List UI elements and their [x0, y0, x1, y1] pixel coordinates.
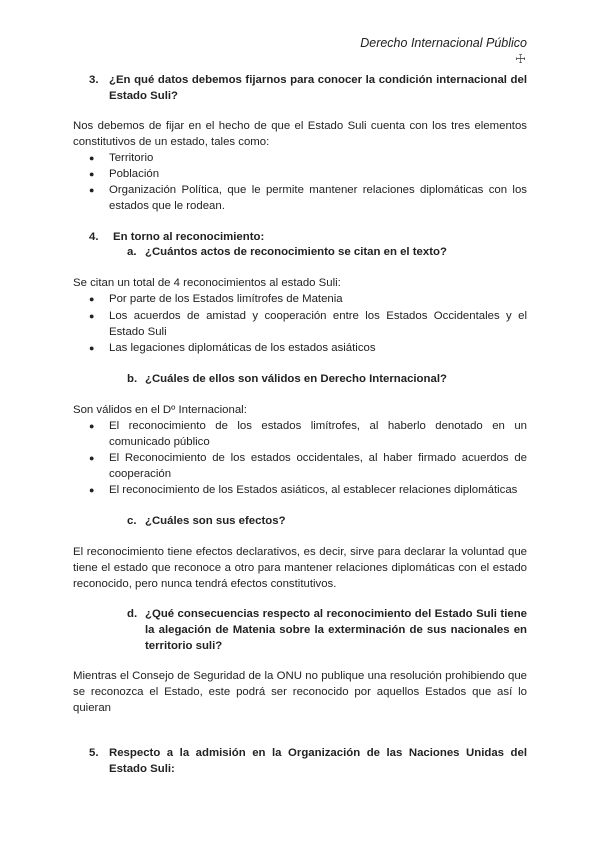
answer-3-item: Territorio	[109, 152, 154, 164]
question-4d-label: d.	[127, 608, 138, 620]
bullet-icon: ●	[89, 485, 95, 495]
answer-3-item: Población	[109, 168, 160, 180]
question-4-number: 4.	[89, 231, 99, 243]
answer-3-intro: Nos debemos de fijar en el hecho de que el Estado Suli cuenta con los tres elementos constitutivos de un estado, tales como:	[73, 120, 527, 148]
question-4b-text: ¿Cuáles de ellos son válidos en Derecho Internacional?	[145, 373, 447, 385]
bullet-icon: ●	[89, 311, 95, 321]
answer-4b-item: El reconocimiento de los estados limítrofes, al haberlo denotado en un comunicado público	[109, 420, 527, 448]
question-4b-label: b.	[127, 373, 138, 385]
bullet-icon: ●	[89, 294, 95, 304]
question-4-title: En torno al reconocimiento:	[113, 231, 265, 243]
answer-4a-item: Las legaciones diplomáticas de los estados asiáticos	[109, 342, 376, 354]
question-4a-label: a.	[127, 246, 137, 258]
answer-4a-intro: Se citan un total de 4 reconocimientos al estado Suli:	[73, 277, 341, 289]
question-4d-text: ¿Qué consecuencias respecto al reconocimiento del Estado Suli tiene la alegación de Matenia sobre la exterminación de sus nacionales en territorio suli?	[145, 608, 527, 652]
answer-4b-item: El Reconocimiento de los estados occidentales, al haber firmado acuerdos de cooperación	[109, 452, 527, 480]
answer-4b-intro: Son válidos en el Dº Internacional:	[73, 404, 247, 416]
bullet-icon: ●	[89, 343, 95, 353]
answer-3-item: Organización Política, que le permite mantener relaciones diplomáticas con los estados que le rodean.	[109, 184, 527, 212]
question-3-number: 3.	[89, 74, 99, 86]
page-header-title: Derecho Internacional Público	[360, 36, 527, 50]
question-4c-label: c.	[127, 515, 137, 527]
answer-4a-item: Por parte de los Estados limítrofes de Matenia	[109, 293, 343, 305]
question-5-text: Respecto a la admisión en la Organización de las Naciones Unidas del Estado Suli:	[109, 747, 527, 775]
bullet-icon: ●	[89, 453, 95, 463]
question-5-number: 5.	[89, 747, 99, 759]
bullet-icon: ●	[89, 185, 95, 195]
question-3-text: ¿En qué datos debemos fijarnos para conocer la condición internacional del Estado Suli?	[109, 74, 527, 102]
answer-4d: Mientras el Consejo de Seguridad de la ONU no publique una resolución prohibiendo que se reconozca el Estado, este podrá ser reconocido por aquellos Estados que así lo quieran	[73, 670, 527, 714]
bullet-icon: ●	[89, 421, 95, 431]
bullet-icon: ●	[89, 169, 95, 179]
bullet-icon: ●	[89, 153, 95, 163]
question-4a-text: ¿Cuántos actos de reconocimiento se citan en el texto?	[145, 246, 447, 258]
answer-4a-item: Los acuerdos de amistad y cooperación entre los Estados Occidentales y el Estado Suli	[109, 310, 527, 338]
question-4c-text: ¿Cuáles son sus efectos?	[145, 515, 286, 527]
answer-4b-item: El reconocimiento de los Estados asiáticos, al establecer relaciones diplomáticas	[109, 484, 518, 496]
answer-4c: El reconocimiento tiene efectos declarativos, es decir, sirve para declarar la voluntad que tiene el estado que reconoce a otro para mantener relaciones diplomáticas con el estado reconocido, pero nunca tendrá efectos constitutivos.	[73, 546, 527, 590]
cross-icon: ☩	[515, 52, 526, 66]
